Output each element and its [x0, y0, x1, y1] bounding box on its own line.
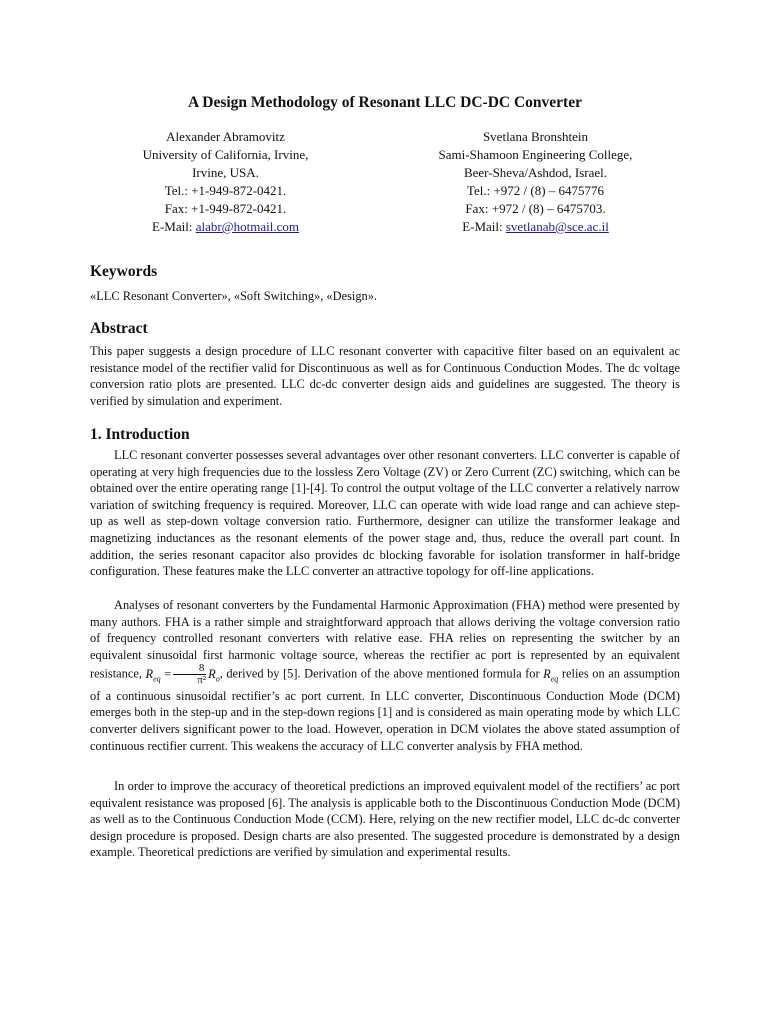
author-fax: Fax: +972 / (8) – 6475703.	[465, 201, 606, 216]
equivalent-resistance-formula: $R_{eq}$ = $\frac{8}{\text{π²}}$ $R_o$	[145, 662, 220, 687]
email-link[interactable]: svetlanab@sce.ac.il	[505, 219, 609, 234]
email-label: E-Mail:	[462, 219, 506, 234]
abstract-heading: Abstract	[90, 320, 148, 337]
email-label: E-Mail:	[152, 219, 196, 234]
req-symbol: $R_{eq}$	[543, 666, 559, 684]
intro-paragraph-2-text-b: , derived by [5]. Derivation of the above mentioned formula for	[219, 666, 540, 681]
author-location: Beer-Sheva/Ashdod, Israel.	[463, 165, 608, 180]
introduction-heading: 1. Introduction	[90, 426, 190, 443]
intro-paragraph-2	[90, 597, 680, 754]
author-affiliation: Sami-Shamoon Engineering College,	[438, 147, 633, 162]
author-block-1	[78, 128, 373, 236]
abstract-text: This paper suggests a design procedure of LLC resonant converter with capacitive filter based on an equivalent ac resistance model of the rectifier valid for Discontinuous as well as for Continuous Conduction Modes. The dc voltage conversion ratio plots are presented. LLC dc-dc converter design aids and guidelines are suggested. The theory is verified by simulation and experiment.	[90, 344, 680, 408]
keywords-text: «LLC Resonant Converter», «Soft Switching», «Design».	[90, 289, 378, 303]
author-fax: Fax: +1-949-872-0421.	[164, 201, 287, 216]
author-affiliation: University of California, Irvine,	[142, 147, 309, 162]
author-email	[388, 218, 683, 236]
intro-paragraph-2-text-a: Analyses of resonant converters by the Fundamental Harmonic Approximation (FHA) method were presented by many authors. FHA is a rather simple and straightforward approach that allows deriving the voltage conversion ratio of frequency controlled resonant converters with relative ease. FHA relies on representing the switcher by an equivalent sinusoidal first harmonic voltage source, whereas the rectifier ac port is represented by an equivalent resistance,	[90, 598, 680, 681]
keywords-heading: Keywords	[90, 263, 158, 280]
intro-paragraph-1: LLC resonant converter possesses several advantages over other resonant converters. LLC converter is capable of operating at very high frequencies due to the lossless Zero Voltage (ZV) or Zero Current (ZC) switching, which can be obtained over the entire operating range [1]-[4]. To control the output voltage of the LLC converter a relatively narrow variation of switching frequency is required. Moreover, LLC can operate with wide load range and can achieve step-up as well as step-down voltage conversion ratio. Furthermore, designer can utilize the transformer leakage and magnetizing inductances as the resonant elements of the power stage and, thus, reduce the overall part count. In addition, the series resonant capacitor also provides dc blocking favorable for isolation transformer in half-bridge configuration. These features make the LLC converter an attractive topology for off-line applications.	[90, 448, 680, 579]
author-block-2	[388, 128, 683, 236]
author-tel: Tel.: +1-949-872-0421.	[164, 183, 287, 198]
intro-paragraph-2-text-c: relies on an assumption of a continuous sinusoidal rectifier’s ac port current. In LLC converter, Discontinuous Conduction Mode (DCM) emerges both in the step-up and in the step-down regions [1] and is considered as main operating mode by which LLC converter delivers significant power to the load. However, operation in DCM violates the above stated assumption of continuous rectifier current. This weakens the accuracy of LLC converter analysis by FHA method.	[90, 666, 680, 753]
author-name: Alexander Abramovitz	[166, 129, 285, 144]
author-name: Svetlana Bronshtein	[482, 129, 589, 144]
author-email	[78, 218, 373, 236]
author-tel: Tel.: +972 / (8) – 6475776	[466, 183, 605, 198]
email-link[interactable]: alabr@hotmail.com	[195, 219, 299, 234]
formula-fraction: $\frac{8}{\text{π²}}$	[173, 663, 206, 686]
author-location: Irvine, USA.	[192, 165, 259, 180]
paper-title: A Design Methodology of Resonant LLC DC-DC Converter	[188, 94, 582, 111]
intro-paragraph-3: In order to improve the accuracy of theoretical predictions an improved equivalent model of the rectifiers’ ac port equivalent resistance was proposed [6]. The analysis is applicable both to the Discontinuous Conduction Mode (DCM) as well as to the Continuous Conduction Mode (CCM). Here, relying on the new rectifier model, LLC dc-dc converter design procedure is proposed. Design charts are also presented. The suggested procedure is demonstrated by a design example. Theoretical predictions are verified by simulation and experimental results.	[90, 779, 680, 860]
